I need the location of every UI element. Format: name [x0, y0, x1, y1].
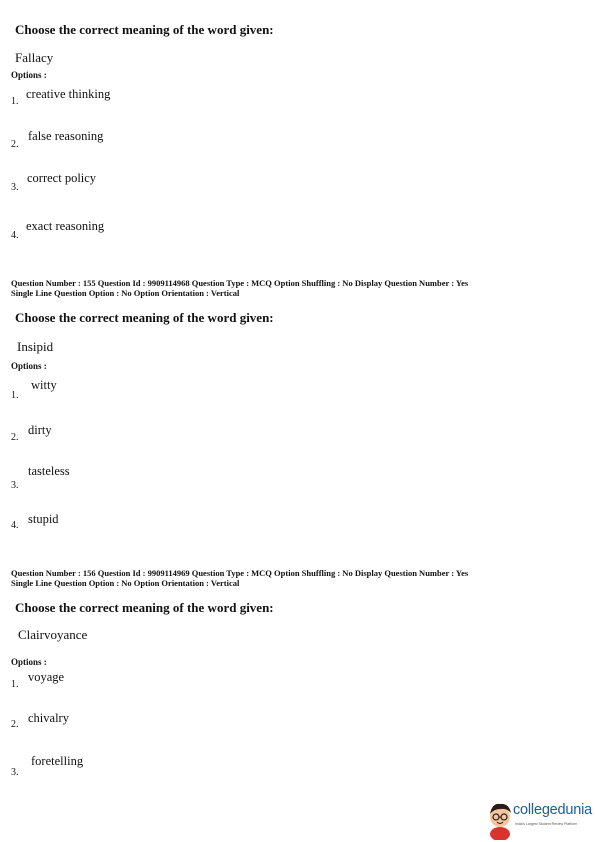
question-1-word: Fallacy — [15, 50, 54, 65]
q3-option-2-text: chivalry — [28, 711, 69, 725]
q1-option-1-number: 1. — [11, 96, 19, 107]
q2-option-2-text: dirty — [28, 423, 52, 437]
question-3-options-label: Options : — [11, 657, 47, 667]
question-2-word: Insipid — [17, 339, 54, 354]
question-3-meta-line-2: Single Line Question Option : No Option Orientation : Vertical — [11, 578, 240, 588]
q3-option-2-number: 2. — [11, 719, 19, 730]
question-3-meta-line-1: Question Number : 156 Question Id : 9909114969 Question Type : MCQ Option Shuffling : No Display Question Number : Yes — [11, 568, 469, 578]
collegedunia-logo — [488, 800, 592, 840]
logo-tagline: India's Largest Student Review Platform — [515, 822, 578, 826]
q2-option-3-number: 3. — [11, 480, 19, 491]
q1-option-3-number: 3. — [11, 182, 19, 193]
q3-option-3-number: 3. — [11, 767, 19, 778]
q1-option-4-text: exact reasoning — [26, 219, 105, 233]
q1-option-4-number: 4. — [11, 230, 19, 241]
question-2-options-label: Options : — [11, 361, 47, 371]
q1-option-1-text: creative thinking — [26, 87, 111, 101]
q1-option-2-text: false reasoning — [28, 129, 104, 143]
q1-option-2-number: 2. — [11, 139, 19, 150]
q1-option-3-text: correct policy — [27, 171, 97, 185]
question-3-word: Clairvoyance — [18, 627, 88, 642]
q2-option-3-text: tasteless — [28, 464, 70, 478]
q3-option-1-number: 1. — [11, 679, 19, 690]
q2-option-1-text: witty — [31, 378, 57, 392]
question-2-prompt: Choose the correct meaning of the word given: — [15, 310, 274, 325]
mascot-icon — [488, 800, 514, 840]
q3-option-1-text: voyage — [28, 670, 65, 684]
question-2-meta-line-2: Single Line Question Option : No Option Orientation : Vertical — [11, 288, 240, 298]
q2-option-1-number: 1. — [11, 390, 19, 401]
question-2-meta-line-1: Question Number : 155 Question Id : 9909114968 Question Type : MCQ Option Shuffling : No Display Question Number : Yes — [11, 278, 469, 288]
q3-option-3-text: foretelling — [31, 754, 84, 768]
question-1-options-label: Options : — [11, 70, 47, 80]
q2-option-2-number: 2. — [11, 432, 19, 443]
question-1-prompt: Choose the correct meaning of the word given: — [15, 22, 274, 37]
q2-option-4-text: stupid — [28, 512, 59, 526]
q2-option-4-number: 4. — [11, 520, 19, 531]
question-3-prompt: Choose the correct meaning of the word given: — [15, 600, 274, 615]
logo-wordmark: collegedunia — [513, 802, 593, 818]
